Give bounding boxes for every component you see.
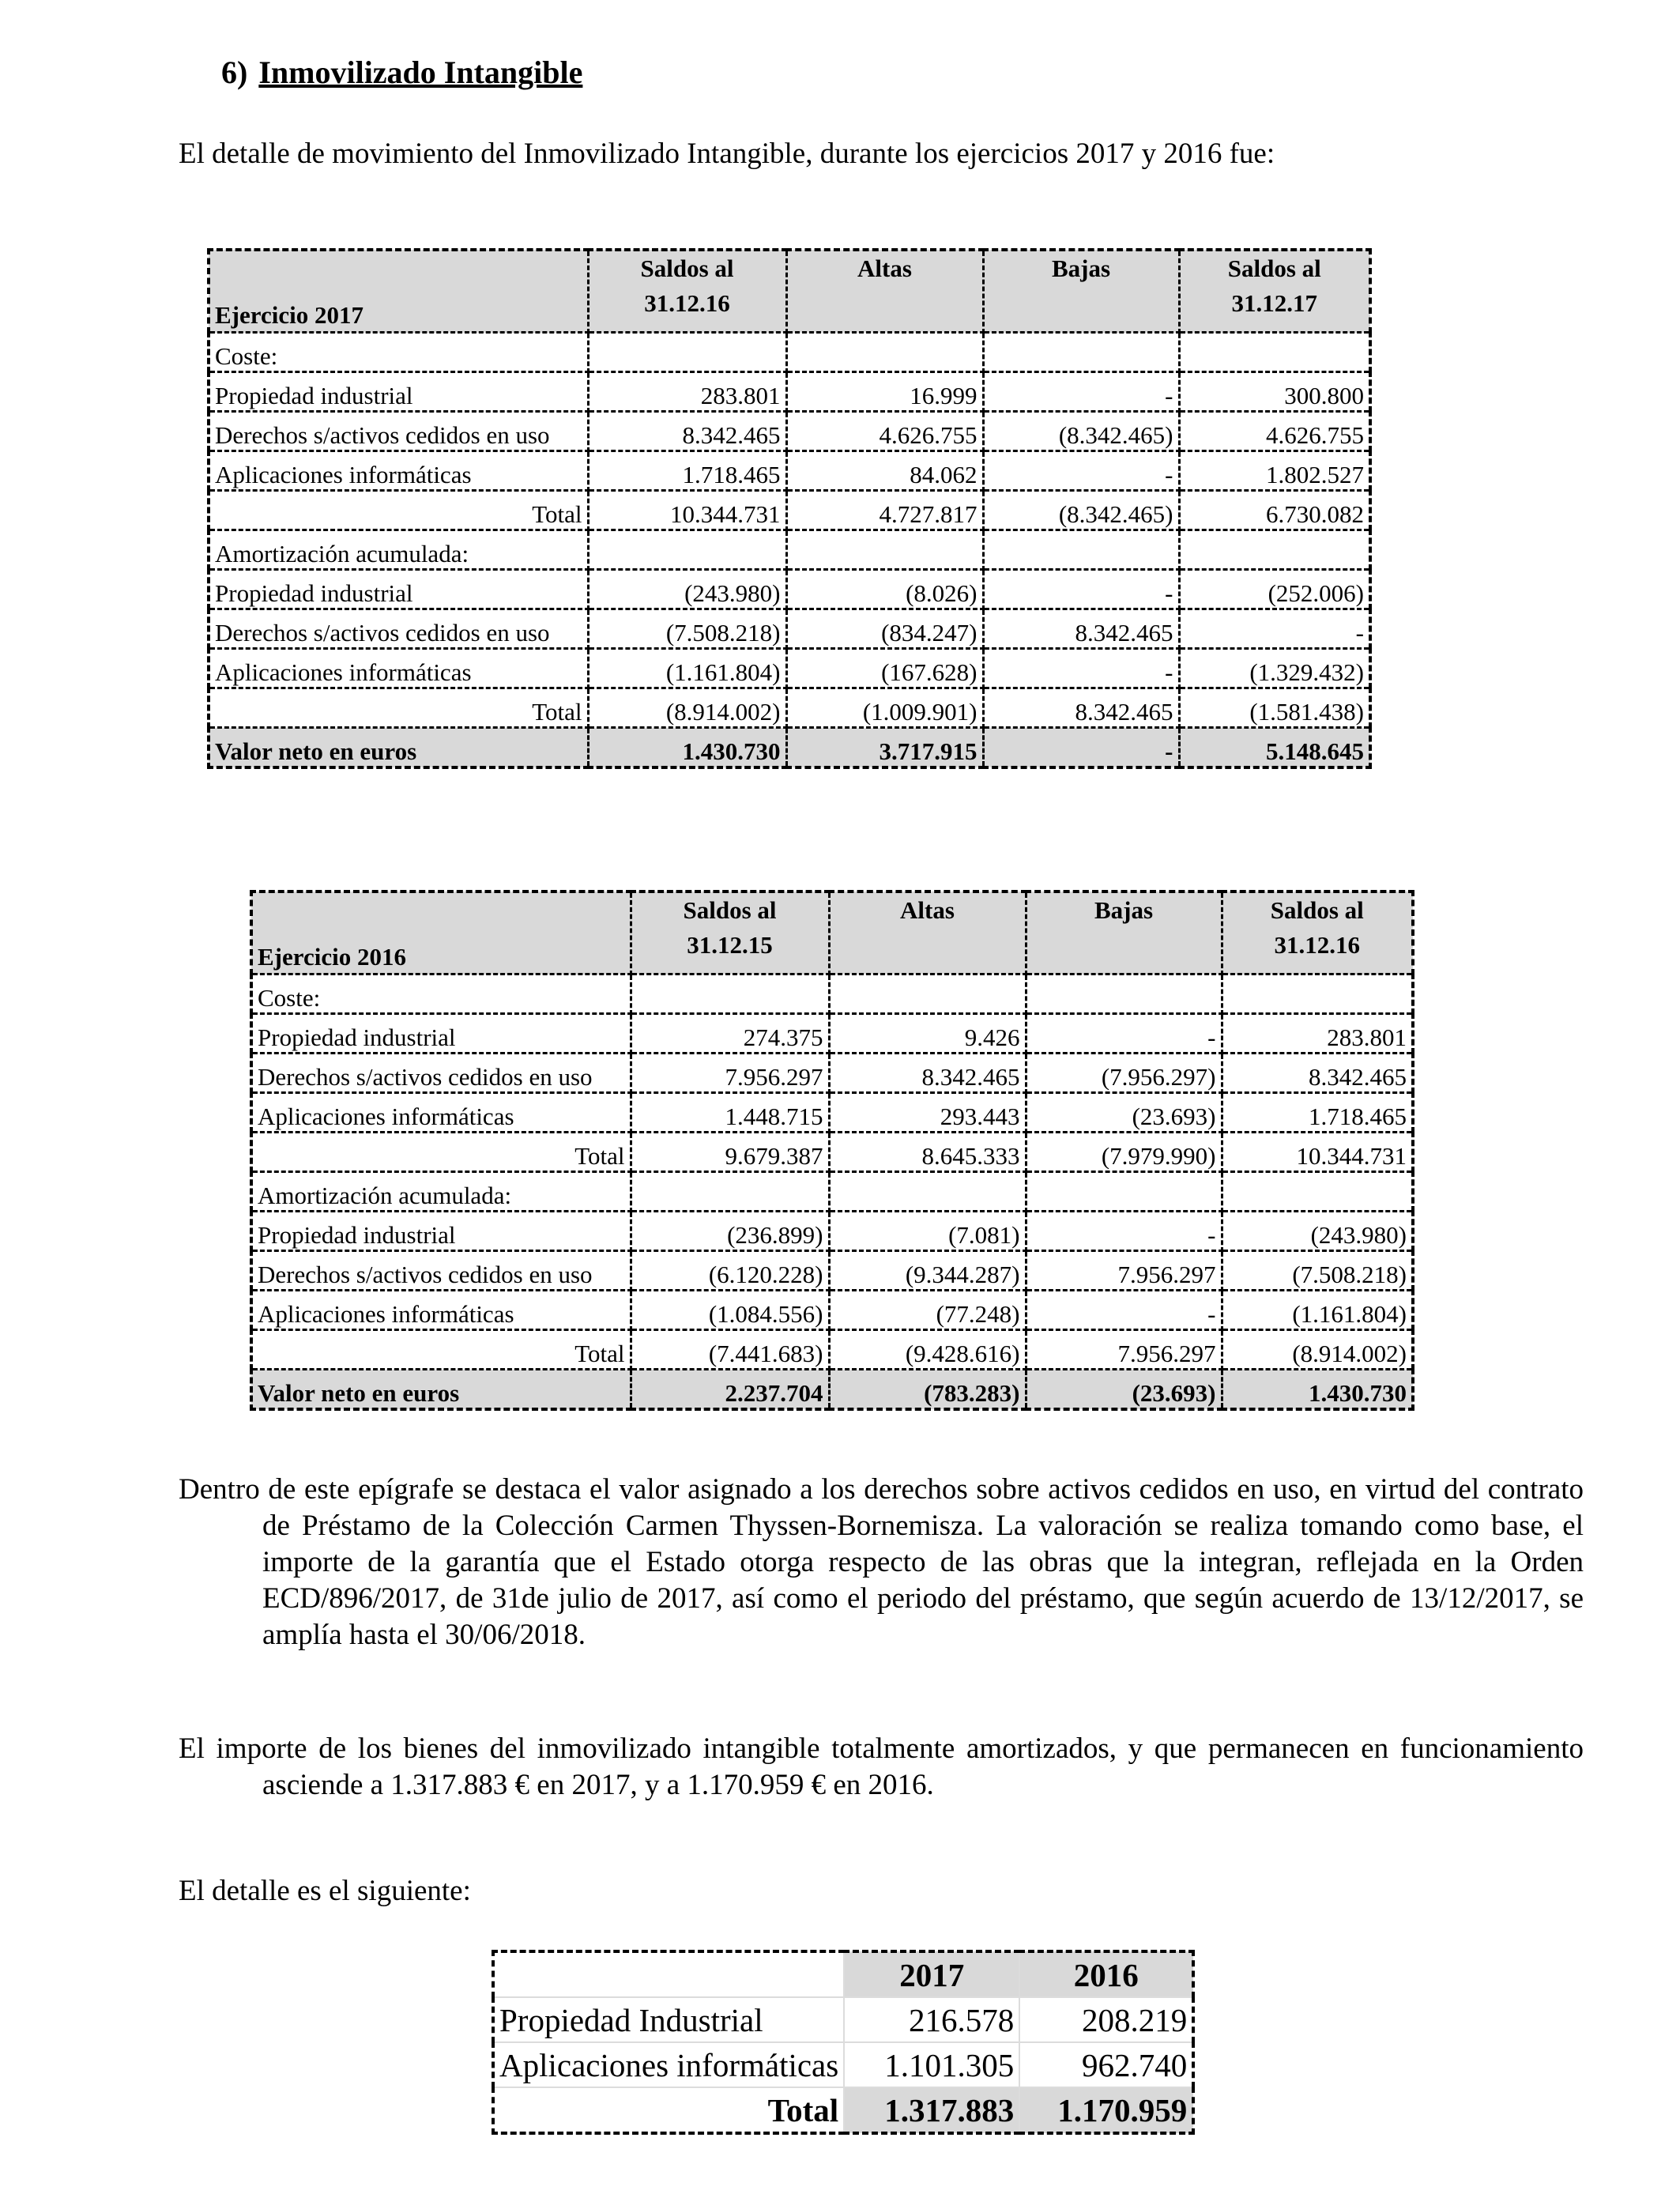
table-row-total: Total 9.679.387 8.645.333 (7.979.990) 10.344.731 — [251, 1133, 1413, 1172]
row-label: Total — [209, 491, 588, 530]
detail-row-label: Aplicaciones informáticas — [493, 2042, 844, 2087]
table-row — [251, 974, 1413, 1014]
table-row: Derechos s/activos cedidos en uso 7.956.297 8.342.465 (7.956.297) 8.342.465 — [251, 1054, 1413, 1093]
detail-row-label: Propiedad Industrial — [493, 1997, 844, 2042]
table-header-row — [209, 250, 1370, 333]
table-row-net: Valor neto en euros 2.237.704 (783.283) (23.693) 1.430.730 — [251, 1370, 1413, 1410]
paragraph-detalle: El detalle es el siguiente: — [179, 1875, 471, 1907]
table-row: Derechos s/activos cedidos en uso (7.508.218) (834.247) 8.342.465 - — [209, 609, 1370, 649]
row-label: Total — [251, 1330, 631, 1370]
table-row: Propiedad industrial 283.801 16.999 - 300.800 — [209, 372, 1370, 412]
table-row — [209, 333, 1370, 372]
detail-table — [492, 1950, 1195, 2135]
row-label: Total — [209, 688, 588, 728]
table-row: Aplicaciones informáticas (1.084.556) (77.248) - (1.161.804) — [251, 1291, 1413, 1330]
detail-row: Propiedad Industrial 216.578 208.219 — [493, 1997, 1193, 2042]
table-header-row — [251, 892, 1413, 974]
section-heading — [221, 54, 582, 91]
row-label: Total — [251, 1133, 631, 1172]
table-row: Derechos s/activos cedidos en uso (6.120.228) (9.344.287) 7.956.297 (7.508.218) — [251, 1251, 1413, 1291]
table-row-total: Total (8.914.002) (1.009.901) 8.342.465 (1.581.438) — [209, 688, 1370, 728]
table-row: Aplicaciones informáticas (1.161.804) (167.628) - (1.329.432) — [209, 649, 1370, 688]
table-row: Propiedad industrial (243.980) (8.026) - (252.006) — [209, 570, 1370, 609]
section-title: Inmovilizado Intangible — [258, 55, 583, 90]
row-label: Propiedad industrial — [251, 1014, 631, 1054]
detail-header-2016: 2016 — [1019, 1951, 1193, 1997]
header-bajas: Bajas — [983, 250, 1179, 333]
row-label: Aplicaciones informáticas — [209, 451, 588, 491]
row-label: Propiedad industrial — [251, 1212, 631, 1251]
row-label: Derechos s/activos cedidos en uso — [209, 412, 588, 451]
header-ejercicio: Ejercicio 2016 — [251, 892, 631, 974]
row-label: Derechos s/activos cedidos en uso — [251, 1251, 631, 1291]
table-row — [209, 530, 1370, 570]
row-label: Propiedad industrial — [209, 372, 588, 412]
row-label: Amortización acumulada: — [251, 1172, 631, 1212]
row-label: Aplicaciones informáticas — [209, 649, 588, 688]
header-saldos-fin: Saldos al 31.12.17 — [1179, 250, 1370, 333]
table-row-net: Valor neto en euros 1.430.730 3.717.915 - 5.148.645 — [209, 728, 1370, 768]
detail-header-2017: 2017 — [844, 1951, 1019, 1997]
row-label: Propiedad industrial — [209, 570, 588, 609]
table-row-total: Total (7.441.683) (9.428.616) 7.956.297 (8.914.002) — [251, 1330, 1413, 1370]
section-number: 6) — [221, 55, 248, 90]
detail-row: Aplicaciones informáticas 1.101.305 962.740 — [493, 2042, 1193, 2087]
header-saldos-inicio: Saldos al 31.12.15 — [631, 892, 829, 974]
row-label: Coste: — [251, 974, 631, 1014]
row-label: Coste: — [209, 333, 588, 372]
header-bajas: Bajas — [1026, 892, 1222, 974]
header-altas: Altas — [786, 250, 983, 333]
header-ejercicio: Ejercicio 2017 — [209, 250, 588, 333]
paragraph-derechos: Dentro de este epígrafe se destaca el valor asignado a los derechos sobre activos cedidos en uso, en virtud del contrato de Préstamo de la Colección Carmen Thyssen-Bornemisza. La valoración se realiza tomando como base, el importe de la garantía que el Estado otorga respecto de las obras que la integran, reflejada en la Orden ECD/896/2017, de 31de julio de 2017, así como el periodo del préstamo, que según acuerdo de 13/12/2017, se amplía hasta el 30/06/2018. — [179, 1473, 1584, 1651]
table-row-total: Total 10.344.731 4.727.817 (8.342.465) 6.730.082 — [209, 491, 1370, 530]
detail-total-label: Total — [493, 2087, 844, 2133]
table-row: Derechos s/activos cedidos en uso 8.342.465 4.626.755 (8.342.465) 4.626.755 — [209, 412, 1370, 451]
table-2017 — [207, 248, 1372, 769]
table-row — [251, 1172, 1413, 1212]
table-row: Aplicaciones informáticas 1.718.465 84.062 - 1.802.527 — [209, 451, 1370, 491]
table-row: Propiedad industrial (236.899) (7.081) - (243.980) — [251, 1212, 1413, 1251]
detail-header-row — [493, 1951, 1193, 1997]
row-label: Derechos s/activos cedidos en uso — [251, 1054, 631, 1093]
row-label: Aplicaciones informáticas — [251, 1093, 631, 1133]
intro-paragraph: El detalle de movimiento del Inmovilizado Intangible, durante los ejercicios 2017 y 2016 fue: — [179, 138, 1275, 170]
row-label: Derechos s/activos cedidos en uso — [209, 609, 588, 649]
detail-total-row: Total 1.317.883 1.170.959 — [493, 2087, 1193, 2133]
table-row: Aplicaciones informáticas 1.448.715 293.443 (23.693) 1.718.465 — [251, 1093, 1413, 1133]
row-label: Aplicaciones informáticas — [251, 1291, 631, 1330]
paragraph-amortizados: El importe de los bienes del inmovilizado intangible totalmente amortizados, y que permanecen en funcionamiento asciende a 1.317.883 € en 2017, y a 1.170.959 € en 2016. — [179, 1732, 1584, 1801]
header-altas: Altas — [829, 892, 1026, 974]
row-label: Valor neto en euros — [251, 1370, 631, 1410]
row-label: Amortización acumulada: — [209, 530, 588, 570]
row-label: Valor neto en euros — [209, 728, 588, 768]
header-saldos-inicio: Saldos al 31.12.16 — [588, 250, 786, 333]
table-2016 — [250, 890, 1414, 1411]
header-saldos-fin: Saldos al 31.12.16 — [1222, 892, 1413, 974]
table-row: Propiedad industrial 274.375 9.426 - 283.801 — [251, 1014, 1413, 1054]
